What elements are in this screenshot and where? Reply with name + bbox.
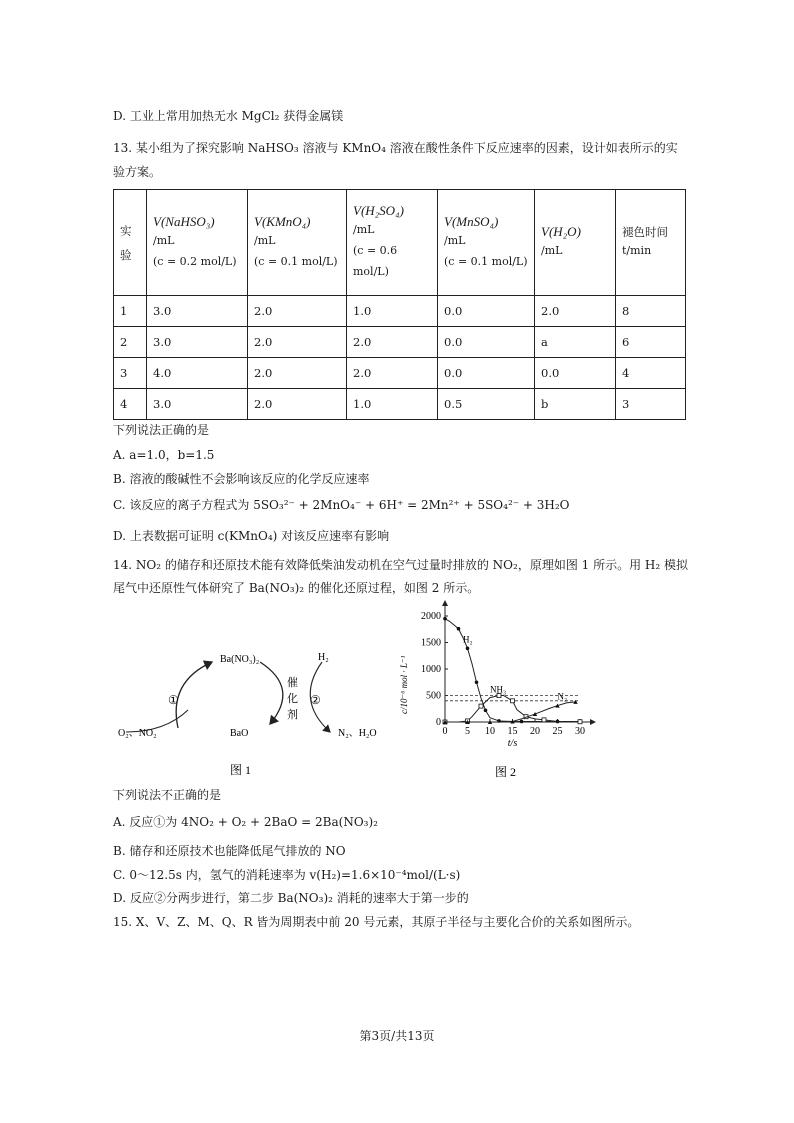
y-tick-label: 0 (436, 717, 441, 728)
table-cell: 0.0 (438, 296, 535, 327)
q12-option-d: D. 工业上常用加热无水 MgCl₂ 获得金属镁 (113, 109, 344, 123)
x-tick-label: 30 (575, 726, 585, 737)
q13-option-d: D. 上表数据可证明 c(KMnO₄) 对该反应速率有影响 (113, 529, 390, 543)
experiment-table (113, 189, 686, 420)
arrow-step2 (260, 662, 283, 724)
point-nh3 (578, 720, 582, 724)
table-cell: 0.0 (535, 358, 616, 389)
label-n2-h2o: N₂、H₂O (338, 728, 377, 739)
table-cell: 3.0 (147, 327, 248, 358)
label-o2-no2: O₂、NO₂ (118, 728, 157, 739)
header-cell-kmno4: V(KMnO₄) /mL (c = 0.1 mol/L) (248, 190, 347, 296)
x-axis-label: t/s (507, 738, 518, 749)
point-nh3 (511, 699, 515, 703)
header-cell-nahso3: V(NaHSO₃) /mL (c = 0.2 mol/L) (147, 190, 248, 296)
q13-option-b: B. 溶液的酸碱性不会影响该反应的化学反应速率 (113, 472, 370, 486)
y-axis-arrow (442, 600, 448, 606)
q13-stem-line2: 验方案。 (113, 165, 162, 179)
table-cell: 4 (616, 358, 686, 389)
series-line-2 (445, 702, 576, 722)
x-tick-label: 20 (530, 726, 540, 737)
table-cell: 4 (114, 389, 147, 420)
table-cell: 3.0 (147, 296, 248, 327)
series-label: NH₃ (490, 684, 507, 695)
label-h2: H₂ (318, 652, 329, 663)
page-footer: 第3页/共13页 (359, 1029, 435, 1043)
table-row (114, 327, 686, 358)
table-cell: 2.0 (347, 358, 438, 389)
header-cell-fade-time: 褪色时间 t/min (616, 190, 686, 296)
table-cell: 2.0 (248, 296, 347, 327)
table-cell: 2.0 (535, 296, 616, 327)
table-cell: 2.0 (248, 358, 347, 389)
x-tick-label: 10 (485, 726, 495, 737)
point-h2 (520, 720, 524, 724)
table-cell: 0.0 (438, 327, 535, 358)
label-step2: ② (310, 693, 321, 707)
table-row (114, 358, 686, 389)
y-tick-label: 2000 (421, 611, 441, 622)
y-axis-label: c/10⁻⁶ mol · L⁻¹ (399, 655, 409, 714)
table-cell: 1 (114, 296, 147, 327)
point-h2 (466, 647, 470, 651)
header-cell-h2o: V(H₂O) /mL (535, 190, 616, 296)
table-cell: 3 (114, 358, 147, 389)
x-tick-label: 25 (552, 726, 563, 737)
table-header-row (114, 190, 686, 296)
y-tick-label: 1500 (421, 637, 441, 649)
q14-option-a: A. 反应①为 4NO₂ + O₂ + 2BaO = 2Ba(NO₃)₂ (113, 815, 378, 829)
q13-option-a: A. a=1.0，b=1.5 (113, 448, 215, 462)
series-label: H₂ (463, 634, 473, 645)
label-bao: BaO (230, 728, 249, 739)
point-h2 (443, 617, 447, 621)
table-cell: 2.0 (248, 389, 347, 420)
table-cell: 8 (616, 296, 686, 327)
table-cell: 0.0 (438, 358, 535, 389)
table-cell: 1.0 (347, 296, 438, 327)
series-label: N₂ (557, 691, 568, 702)
point-h2 (475, 680, 479, 684)
table-cell: a (535, 327, 616, 358)
table-cell: 6 (616, 327, 686, 358)
point-h2 (457, 627, 461, 631)
figure-2-caption: 图 2 (495, 765, 517, 779)
figure-1-caption: 图 1 (230, 763, 252, 777)
table-cell: 2.0 (248, 327, 347, 358)
header-cell-mnso4: V(MnSO₄) /mL (c = 0.1 mol/L) (438, 190, 535, 296)
q13-stem-line1: 13. 某小组为了探究影响 NaHSO₃ 溶液与 KMnO₄ 溶液在酸性条件下反应速率的因素，设计如表所示的实 (113, 141, 678, 155)
table-cell: 3 (616, 389, 686, 420)
table-cell: 2 (114, 327, 147, 358)
y-tick-label: 500 (426, 690, 441, 702)
q13-option-c: C. 该反应的离子方程式为 5SO₃²⁻ + 2MnO₄⁻ + 6H⁺ = 2Mn²⁺ + 5SO₄²⁻ + 3H₂O (113, 498, 570, 512)
table-row (114, 296, 686, 327)
x-tick-label: 0 (442, 726, 448, 737)
point-nh3 (542, 718, 546, 722)
table-cell: 4.0 (147, 358, 248, 389)
point-n2 (533, 712, 537, 716)
q14-option-d: D. 反应②分两步进行，第二步 Ba(NO₃)₂ 消耗的速率大于第一步的 (113, 891, 469, 905)
label-catalyst-3: 剂 (287, 709, 298, 721)
q14-prompt: 下列说法不正确的是 (113, 788, 222, 802)
label-ba-nitrate: Ba(NO₃)₂ (220, 654, 260, 665)
arrow-step1 (176, 662, 212, 728)
y-tick-label: 1000 (421, 664, 441, 675)
table-cell: b (535, 389, 616, 420)
figure-2-chart (395, 600, 610, 780)
q14-option-c: C. 0～12.5s 内，氢气的消耗速率为 v(H₂)=1.6×10⁻⁴mol/(L·s) (113, 868, 461, 882)
figure-1-cycle-diagram (110, 640, 400, 780)
table-cell: 2.0 (347, 327, 438, 358)
point-h2 (484, 709, 488, 713)
table-cell: 0.5 (438, 389, 535, 420)
header-cell-h2so4: V(H₂SO₄) /mL (c = 0.6 mol/L) (347, 190, 438, 296)
chart-plot-area (443, 617, 582, 724)
x-tick-label: 15 (507, 726, 518, 737)
table-cell: 1.0 (347, 389, 438, 420)
table-cell: 3.0 (147, 389, 248, 420)
label-step1: ① (168, 693, 179, 707)
header-cell-experiment: 实 验 (114, 190, 147, 296)
label-catalyst-1: 催 (287, 677, 298, 689)
point-nh3 (479, 704, 483, 708)
label-catalyst-2: 化 (287, 693, 298, 705)
x-tick-label: 5 (465, 726, 470, 737)
table-row (114, 389, 686, 420)
q14-option-b: B. 储存和还原技术也能降低尾气排放的 NO (113, 844, 346, 858)
q14-stem-line1: 14. NO₂ 的储存和还原技术能有效降低柴油发动机在空气过量时排放的 NO₂，原理如图 1 所示。用 H₂ 模拟 (113, 558, 688, 572)
q13-prompt: 下列说法正确的是 (113, 423, 210, 437)
q15-stem: 15. X、V、Z、M、Q、R 皆为周期表中前 20 号元素，其原子半径与主要化合价的关系如图所示。 (113, 915, 640, 929)
q14-stem-line2: 尾气中还原性气体研究了 Ba(NO₃)₂ 的催化还原过程，如图 2 所示。 (113, 581, 480, 595)
x-axis-arrow (590, 719, 596, 725)
